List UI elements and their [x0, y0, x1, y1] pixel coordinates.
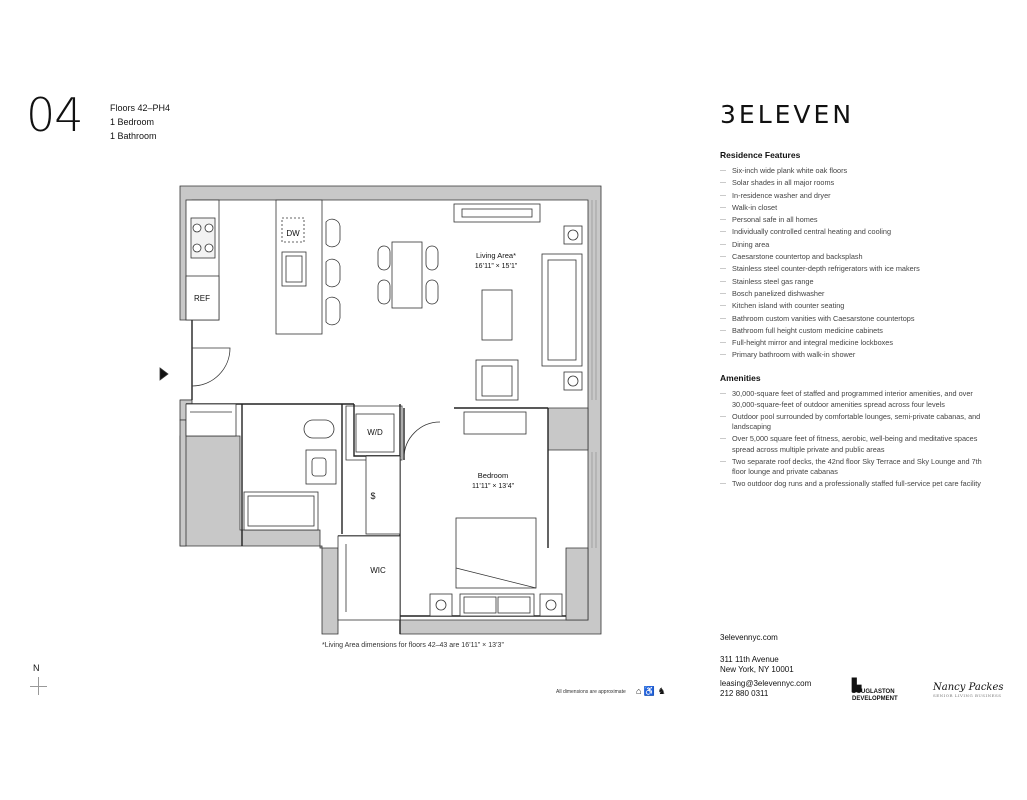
unit-number: 04	[26, 88, 83, 142]
list-item: — Walk-in closet	[720, 202, 985, 214]
label-dw: DW	[286, 229, 300, 238]
dining-table	[392, 242, 422, 308]
label-bedroom: Bedroom	[477, 471, 509, 480]
label-ref: REF	[194, 294, 210, 303]
list-item: — Six-inch wide plank white oak floors	[720, 165, 985, 177]
list-item: — Bathroom full height custom medicine cabinets	[720, 325, 985, 337]
amenities-title: Amenities	[720, 373, 761, 383]
unit-bedrooms: 1 Bedroom	[110, 117, 155, 127]
broker-subtitle: SENIOR LIVING BUSINESS	[933, 693, 1002, 698]
list-item: — Outdoor pool surrounded by comfortable lounges, semi-private cabanas, and landscaping	[720, 412, 985, 433]
bedroom-desk	[464, 412, 526, 434]
broker-name: Nancy Packes	[933, 682, 1004, 693]
wic-closet	[338, 536, 400, 620]
list-item: — Two outdoor dog runs and a professionally staffed full-service pet care facility	[720, 479, 985, 490]
list-item: — Bathroom custom vanities with Caesarstone countertops	[720, 313, 985, 325]
list-item: — Over 5,000 square feet of fitness, aerobic, well-being and meditative spaces spread across multiple private and public areas	[720, 434, 985, 455]
label-living: Living Area*	[475, 251, 517, 260]
address-line-1: 311 11th Avenue	[720, 655, 779, 664]
label-wd: W/D	[367, 428, 383, 437]
label-safe: $	[370, 491, 376, 501]
contact-address	[720, 655, 794, 675]
contact-details	[720, 679, 811, 699]
list-item: — Dining area	[720, 239, 985, 251]
residence-features-title: Residence Features	[720, 150, 801, 160]
list-item: — Bosch panelized dishwasher	[720, 288, 985, 300]
list-item: — Stainless steel counter-depth refrigerators with ice makers	[720, 263, 985, 275]
unit-bathrooms: 1 Bathroom	[110, 131, 157, 141]
plan-disclaimer: All dimensions are approximate	[556, 689, 626, 695]
list-item: — Primary bathroom with walk-in shower	[720, 349, 985, 361]
contact-phone[interactable]: 212 880 0311	[720, 689, 769, 698]
list-item: — Solar shades in all major rooms	[720, 177, 985, 189]
bath-left-wall	[180, 420, 186, 546]
compass-label: N	[33, 663, 40, 673]
label-wic: WIC	[370, 566, 386, 575]
unit-floors: Floors 42–PH4	[110, 103, 171, 113]
list-item: — Stainless steel gas range	[720, 276, 985, 288]
unit-info	[110, 101, 170, 143]
floor-plan	[150, 180, 610, 640]
list-item: — Kitchen island with counter seating	[720, 300, 985, 312]
right-shaft	[548, 408, 588, 450]
list-item: — Full-height mirror and integral medicine lockboxes	[720, 337, 985, 349]
contact-email[interactable]: leasing@3elevennyc.com	[720, 679, 812, 688]
bed	[456, 518, 536, 588]
list-item: — Personal safe in all homes	[720, 214, 985, 226]
address-line-2: New York, NY 10001	[720, 665, 794, 674]
toilet-tank	[304, 420, 334, 438]
label-living-dim: 16’11” × 15’1”	[474, 263, 518, 270]
list-item: — In-residence washer and dryer	[720, 190, 985, 202]
list-item: — Individually controlled central heating and cooling	[720, 226, 985, 238]
list-item: — Two separate roof decks, the 42nd floor Sky Terrace and Sky Lounge and 7th floor lounge and private cabanas	[720, 457, 985, 478]
north-arrow	[30, 663, 50, 699]
list-item: — 30,000-square feet of staffed and programmed interior amenities, and over 30,000-square-feet of outdoor amenities spread across four levels	[720, 389, 985, 410]
broker-logo	[933, 682, 1004, 698]
right-lower-shaft	[566, 548, 588, 620]
building-icon: ▙	[852, 678, 862, 692]
brand-logo: 3ELEVEN	[720, 100, 855, 129]
list-item: — Caesarstone countertop and backsplash	[720, 251, 985, 263]
plan-footnote: *Living Area dimensions for floors 42–43 are 16’11” × 13’3”	[322, 642, 504, 649]
contact-website[interactable]: 3elevennyc.com	[720, 633, 778, 642]
amenities-list	[720, 389, 985, 491]
residence-features-list	[720, 165, 985, 362]
coffee-table	[482, 290, 512, 340]
developer-logo	[852, 678, 898, 703]
equal-housing-icon: ⌂ ♿ ♞	[636, 686, 666, 696]
hall-closet	[186, 404, 236, 436]
label-bedroom-dim: 11’11” × 13’4”	[472, 483, 514, 490]
developer-line-2: DEVELOPMENT	[852, 696, 898, 702]
developer-line-1: DOUGLASTON	[852, 689, 895, 695]
